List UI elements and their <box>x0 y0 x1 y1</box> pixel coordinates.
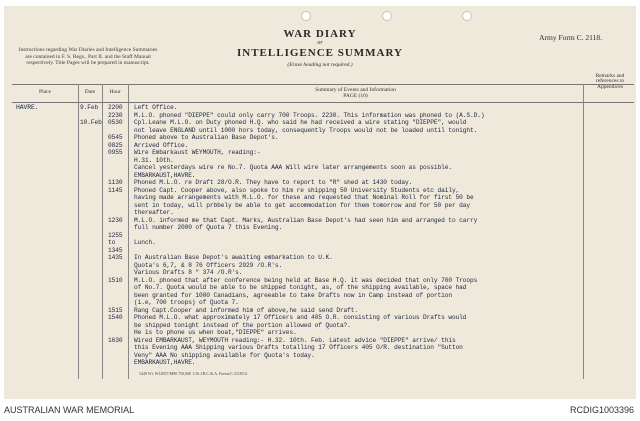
entry-date: 9.Feb <box>80 104 99 111</box>
column-header-remarks: Remarks and references to Appendices <box>595 73 625 90</box>
entry-text: sent in today, will prbbely be able to get accommodation for them tomorrow and for 50 per day <box>134 201 471 209</box>
entry-text: M.L.O. phoned "DIEPPE" could only carry 700 Troops. 2230. This information was phoned to (A.S.D.) <box>134 111 485 119</box>
entry-text: M.L.O. informed me that Capt. Marks, Australian Base Depot's had seen him and arranged to carry <box>134 216 478 224</box>
entry-hour: 0825 <box>108 141 123 149</box>
diary-page <box>4 6 636 399</box>
entry-hour: 2200 <box>108 104 123 111</box>
entry-hour: 1230 <box>108 216 123 224</box>
title-or: or <box>317 40 323 46</box>
column-divider <box>78 84 79 379</box>
entry-text: Phoned M.L.O. what approximately 17 Officers and 405 O.R. consisting of various Drafts would <box>134 314 467 321</box>
entry-text: not leave ENGLAND until 1000 hors today, consequently Troops would not be loaded until tonight. <box>134 126 478 134</box>
entry-hour: 1145 <box>108 186 123 194</box>
entry-hour: 0545 <box>108 134 123 141</box>
entry-text: Lunch. <box>134 239 156 246</box>
column-header-summary: Summary of Events and Information <box>315 87 396 93</box>
entry-hour: 1435 <box>108 254 123 261</box>
entry-text: been granted for 1000 Canadians, agreeable to take Drafts now in Camp instead of portion <box>134 291 452 299</box>
entry-date: 10.Feb <box>80 119 102 126</box>
punch-hole <box>382 11 392 21</box>
entry-text: thereafter. <box>134 209 174 216</box>
title-subtitle: (Erase heading not required.) <box>287 62 353 68</box>
entry-text: Quota's 6,7, & 8 76 Officers 2929 /O.R's. <box>134 261 283 269</box>
title-war-diary: WAR DIARY <box>283 28 357 40</box>
column-header-date: Date <box>84 89 96 95</box>
entry-place: HAVRE. <box>16 104 39 111</box>
punch-hole <box>301 11 311 21</box>
entry-text: Wire Embarkaust WEYMOUTH, reading:- <box>134 149 261 156</box>
entry-text: having made arrangements with M.L.O. for these and requested that Nominal Roll for first 50 be <box>134 194 474 201</box>
column-divider <box>102 84 103 379</box>
entry-text: Cpl.Leane M.L.O. on Duty phoned H.Q. who said he had received a wire stating "DIEPPE", would <box>134 119 467 126</box>
entry-text: of No.7. Quota would be able to be shipped tonight, as, of the shipping available, space had <box>134 284 467 291</box>
table-top-rule <box>12 84 634 85</box>
entry-hour: 1510 <box>108 276 123 284</box>
entry-text: H.31. 10th. <box>134 156 174 164</box>
entry-hour: 1345 <box>108 246 123 254</box>
title-intelligence-summary: INTELLIGENCE SUMMARY <box>237 47 403 59</box>
entry-hour: 2230 <box>108 111 123 119</box>
instructions-note: Instructions regarding War Diaries and Intelligence Summaries are contained in F. S. Regs., Part II. and the Staff Manual respectively. Title Pages will be prepared in manuscript. <box>18 47 158 67</box>
entry-hour: 1130 <box>108 179 123 186</box>
entry-text: Phoned M.L.O. re Draft 28/O.R. They have to report to "R" shed at 1430 today. <box>134 179 413 186</box>
entry-hour: 1515 <box>108 306 123 314</box>
entry-text: this Evening AAA Shipping various Drafts totalling 17 Officers 405 O/R. destination "Sutton <box>134 344 463 351</box>
entry-hour: to <box>108 239 116 246</box>
record-id: RCDIG1003396 <box>569 405 634 415</box>
column-header-place: Place <box>39 89 51 95</box>
entry-hour: 0955 <box>108 149 123 156</box>
entry-text: Phoned above to Australian Base Depot's. <box>134 134 279 141</box>
punch-hole <box>462 11 472 21</box>
entry-text: Various Drafts 8 " 374 /O.R's. <box>134 269 243 276</box>
column-divider <box>128 84 129 379</box>
entry-text: Veny" AAA No shipping available for Quota's today. <box>134 351 315 359</box>
entry-text: (i.e, 700 troops) of Quota 7. <box>134 299 239 306</box>
page-number: PAGE (10) <box>343 93 368 99</box>
army-form-number: Army Form C. 2118. <box>539 33 602 42</box>
entry-hour: 1255 <box>108 231 123 239</box>
entry-text: EMBARKAUST,HAVRE. <box>134 171 196 179</box>
entry-text: Rang Capt.Cooper and informed him of above,he said send Draft. <box>134 306 359 314</box>
entry-hour: 1540 <box>108 314 123 321</box>
column-header-hour: Hour <box>109 89 121 95</box>
entry-text: Wired EMBARKAUST, WEYMOUTH reading:- H.32. 10th. Feb. Latest advice "DIEPPE" arrive/ this <box>134 336 456 344</box>
entry-text: Left Office. <box>134 104 178 111</box>
entry-text: He is to phone us when boat,"DIEPPE" arrives. <box>134 329 297 336</box>
entry-text: In Australian Base Depot's awaiting embarkation to U.K. <box>134 254 333 261</box>
entry-text: M.L.O. phoned that after conference being held at Base H.Q. it was decided that only 700 Troops <box>134 276 478 284</box>
entry-text: be shipped tonight instead of the portion allowed of Quota?. <box>134 321 351 329</box>
column-divider <box>583 84 584 379</box>
entry-text: full number 2000 of Quota 7 this Evening. <box>134 224 283 231</box>
entry-hour: 0530 <box>108 119 123 126</box>
entry-text: Phoned Capt. Cooper above, also spoke to him re shipping 50 University Students etc daily, <box>134 186 460 194</box>
archive-credit: AUSTRALIAN WAR MEMORIAL <box>4 405 135 415</box>
entry-text: Cancel yesterdays wire re No.7. Quota AAA Will wire later arrangements soon as possible. <box>134 164 452 171</box>
entry-text: EMBARKAUST,HAVRE. <box>134 359 196 366</box>
printer-imprint: 1449 Wt. W14957/M90 750,000 1/16 J.B.C.& A. Forms/C.2118/12. <box>139 371 248 376</box>
entry-text: Arrived Office. <box>134 141 189 149</box>
entry-hour: 1630 <box>108 336 123 344</box>
